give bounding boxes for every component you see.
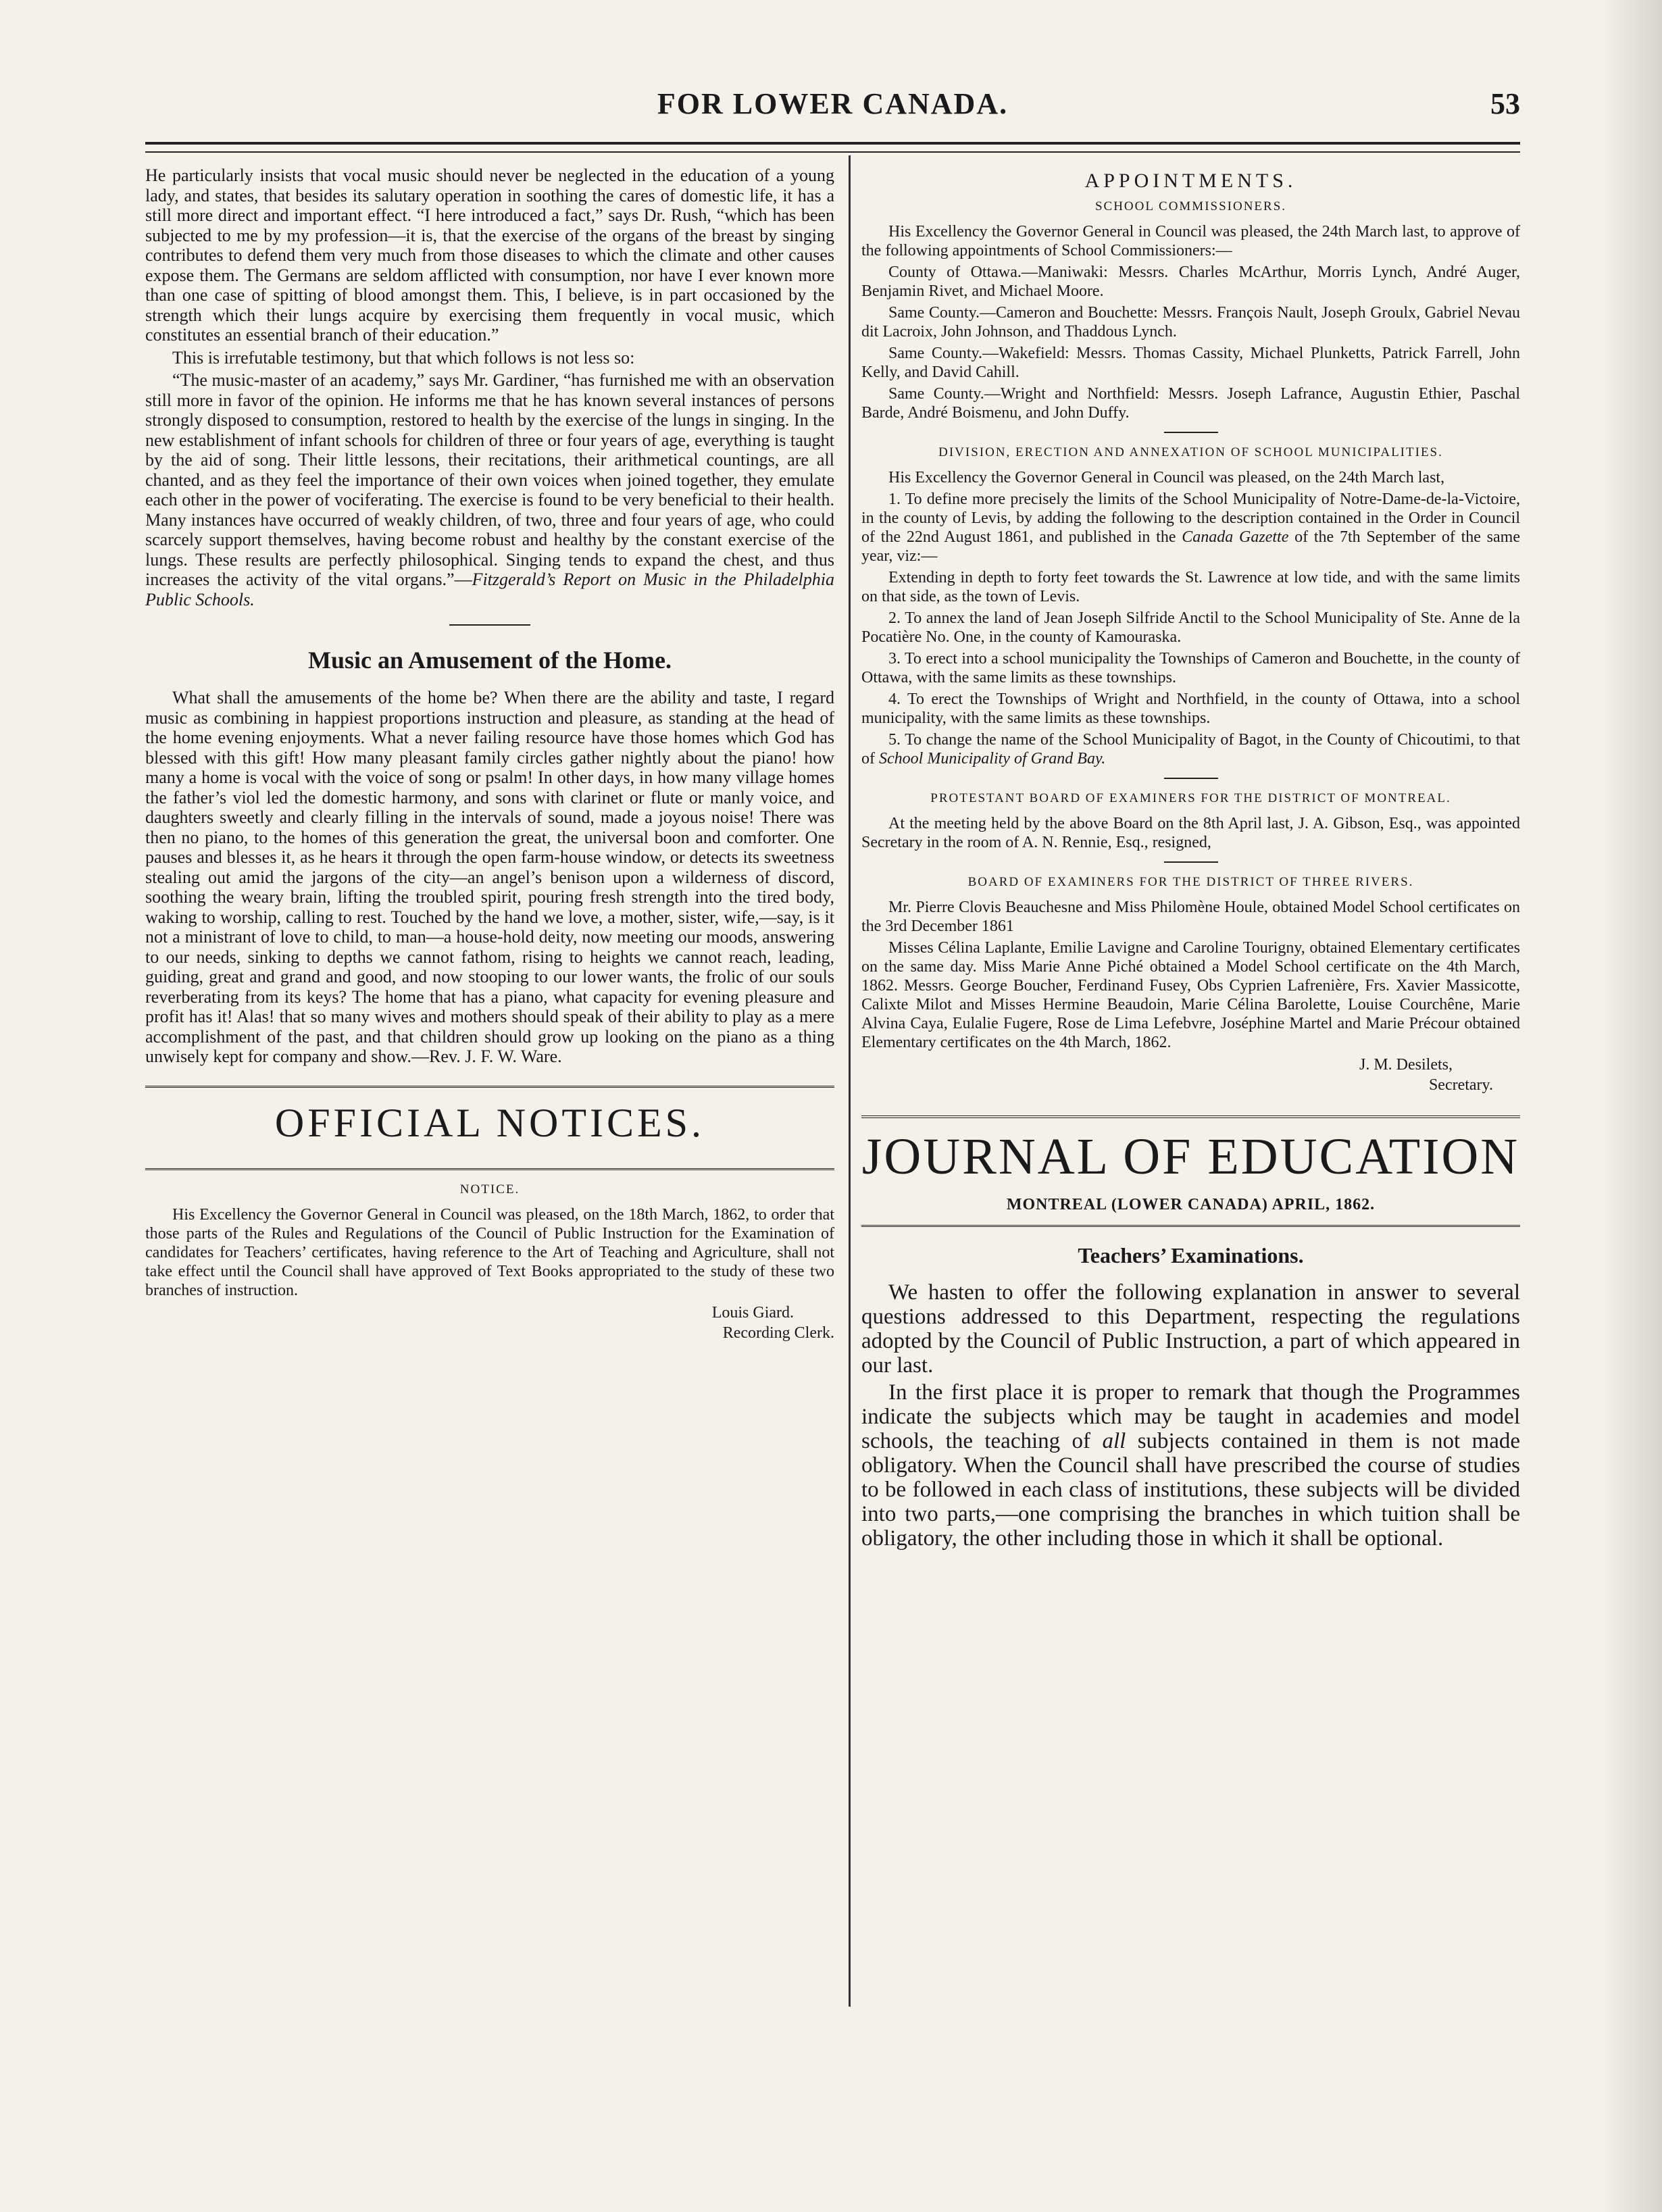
division-item-1-text-a: 1. To define more precisely the limits of the School Municipality of Notre-Dame-de-la-Victoire, in the county of Levis, by adding the following to the description contained in the Order in Council of the 22nd August 1861, and published in the — [861, 491, 1520, 546]
school-commissioners-heading: SCHOOL COMMISSIONERS. — [1094, 199, 1287, 213]
appointment-wright: Same County.—Wright and Northfield: Messrs. Joseph Lafrance, Augustin Ethier, Paschal Barde, André Boismenu, and John Duffy. — [861, 385, 1520, 422]
division-item-1 — [861, 490, 1520, 565]
division-item-5 — [861, 730, 1520, 768]
signature-title: Recording Clerk. — [722, 1324, 834, 1342]
protestant-board-paragraph: At the meeting held by the above Board on the 8th April last, J. A. Gibson, Esq., was appointed Secretary in the room of A. N. Rennie, Esq., resigned, — [861, 815, 1520, 851]
header-rule — [145, 142, 1520, 153]
column-divider — [849, 155, 851, 2007]
gardiner-paragraph — [145, 370, 834, 609]
appointments-heading: APPOINTMENTS. — [1084, 170, 1297, 192]
protestant-board-heading: PROTESTANT BOARD OF EXAMINERS FOR THE DISTRICT OF MONTREAL. — [930, 791, 1451, 805]
rush-paragraph: He particularly insists that vocal music should never be neglected in the education of a young lady, and states, that besides its salutary operation in soothing the cares of domestic life, it has a still more direct and important effect. “I here introduced a fact,” says Dr. Rush, “which has been subjected to me by my profession—it is, that the exercise of the organs of the breast by singing contributes to defend them very much from those diseases to which the climate and other causes expose them. The Germans are seldom afflicted with consumption, nor have I ever known more than one case of spitting of blood amongst them. This, I believe, is in part occasioned by the strength which their lungs acquire by exercising them frequently in vocal music, which constitutes an essential branch of their education.” — [145, 166, 834, 345]
canada-gazette: Canada Gazette — [1182, 528, 1289, 546]
division-intro: His Excellency the Governor General in Council was pleased, on the 24th March last, — [888, 469, 1445, 486]
music-home-paragraph: What shall the amusements of the home be? When there are the ability and taste, I regard music as combining in happiest proportions instruction and pleasure, as standing at the head of the home evening enjoyments. What a never failing resource have those homes which God has blessed with this gift! How many pleasant family circles gather nightly about the piano! how many a home is vocal with the voice of song or psalm! In other days, in how many village homes the father’s viol led the domestic harmony, and sons with clarinet or flute or manly voice, and daughters sweetly and clearly filling in the intervals of sound, made a joyous noise! There was then no piano, to the homes of this generation the great, the universal boon and comforter. One pauses and blesses it, as he hears it through the open farm-house window, or detects its sweetness stealing out amid the jargons of the city—an angel’s benison upon a wilderness of discord, soothing the weary brain, lifting the troubled spirit, pouring fresh strength into the tired body, waking to worship, calling to rest. Touched by the hand we love, a mother, sister, wife,—say, is it not a ministrant of love to child, to man—a house-hold deity, now meeting our moods, answering to our needs, sinking to depths we cannot fathom, rising to heights we cannot reach, leading, guiding, great and grand and good, and now stooping to our lower wants, the frolic of our souls reverberating from its keys? The home that has a piano, what capacity for evening pleasure and profit has it! Alas! that so many wives and mothers should speak of their ability to play as a mere accomplishment of the past, and that children should grow up looking on the piano as a thing unwisely kept for company and show.—Rev. J. F. W. Ware. — [145, 688, 834, 1066]
three-rivers-heading: BOARD OF EXAMINERS FOR THE DISTRICT OF THREE RIVERS. — [967, 875, 1414, 889]
three-rivers-paragraph-2: Misses Célina Laplante, Emilie Lavigne and Caroline Tourigny, obtained Elementary certificates on the same day. Miss Marie Anne Piché obtained a Model School certificate on the 4th March, 1862. Messrs. George Boucher, Ferdinand Fusey, Obs Cyprien Lafrenière, Frs. Xavier Massicotte, Calixte Milot and Misses Hermine Beaudoin, Marie Célina Barolette, Louise Courchêne, Marie Alvina Caya, Eulalie Fugere, Rose de Lima Lefebvre, Joséphine Martel and Marie Précour obtained Elementary certificates on the 4th March, 1862. — [861, 939, 1520, 1051]
page-header — [145, 81, 1520, 135]
right-column — [861, 166, 1520, 1553]
journal-dateline: MONTREAL (LOWER CANADA) APRIL, 1862. — [1006, 1196, 1376, 1213]
official-notices-title: OFFICIAL NOTICES. — [274, 1100, 705, 1145]
notice-paragraph: His Excellency the Governor General in Council was pleased, on the 18th March, 1862, to order that those parts of the Rules and Regulations of the Council of Public Instruction for the Examination of candidates for Teachers’ certificates, having reference to the Art of Teaching and Agriculture, shall not take effect until the Council shall have approved of Text Books appropriated to the study of these two branches of instruction. — [145, 1205, 834, 1299]
teachers-paragraph-2-b: subjects contained in them is not made obligatory. When the Council shall have prescribed the course of studies to be followed in each class of institutions, these subjects will be divided into two parts,—one comprising the branches in which tuition shall be obligatory, the other including those in which it shall be optional. — [861, 1429, 1520, 1551]
appointment-intro: His Excellency the Governor General in Council was pleased, the 24th March last, to approve of the following appointments of School Commissioners:— — [861, 223, 1520, 259]
official-notices-banner — [145, 1086, 834, 1170]
teachers-examinations-heading: Teachers’ Examinations. — [1078, 1243, 1304, 1267]
three-rivers-paragraph-1: Mr. Pierre Clovis Beauchesne and Miss Philomène Houle, obtained Model School certificates on the 3rd December 1861 — [861, 899, 1520, 935]
division-item-2: 2. To annex the land of Jean Joseph Silfride Anctil to the School Municipality of Ste. Anne de la Pocatière No. One, in the county of Kamouraska. — [861, 609, 1520, 646]
division-extension: Extending in depth to forty feet towards the St. Lawrence at low tide, and with the same limits on that side, as the town of Levis. — [861, 569, 1520, 605]
running-title: FOR LOWER CANADA. — [657, 87, 1009, 120]
short-rule — [1164, 778, 1218, 779]
three-rivers-signature — [861, 1055, 1493, 1095]
appointment-maniwaki: County of Ottawa.—Maniwaki: Messrs. Charles McArthur, Morris Lynch, André Auger, Benjamin Rivet, and Michael Moore. — [861, 263, 1520, 300]
teachers-paragraph-2 — [861, 1380, 1520, 1551]
section-rule — [449, 624, 530, 626]
teachers-paragraph-2-a: In the first place it is proper to remark that though the Programmes indicate the subjects which may be taught in academies and model schools, the teaching of — [861, 1380, 1520, 1453]
fitzgerald-citation: Fitzgerald’s Report on Music in the Philadelphia Public Schools. — [145, 570, 834, 609]
journal-title: JOURNAL OF EDUCATION — [861, 1128, 1520, 1185]
notice-signature — [145, 1303, 834, 1343]
short-rule — [1164, 432, 1218, 433]
notice-heading: NOTICE. — [459, 1182, 520, 1197]
gardiner-text: “The music-master of an academy,” says Mr. Gardiner, “has furnished me with an observation still more in favor of the opinion. He informs me that he has known several instances of persons strongly disposed to consumption, restored to health by the exercise of the lungs in singing. In the new establishment of infant schools for children of three or four years of age, everything is taught by the aid of song. Their little lessons, their recitations, their arithmetical countings, are all chanted, and as they feel the importance of their own voices when joined together, they emulate each other in the power of vociferating. The exercise is found to be very beneficial to their health. Many instances have occurred of weakly children, of two, three and four years of age, who could scarcely support themselves, having become robust and healthy by the constant exercise of the lungs. These results are perfectly philosophical. Singing tends to expand the chest, and thus increases the activity of the vital organs.”— — [145, 370, 834, 589]
music-heading: Music an Amusement of the Home. — [308, 647, 672, 674]
all-emphasis: all — [1102, 1429, 1126, 1453]
page-number: 53 — [1490, 87, 1520, 120]
journal-bottom-rule — [861, 1225, 1520, 1227]
testimony-paragraph: This is irrefutable testimony, but that which follows is not less so: — [172, 347, 635, 368]
division-item-5-text: 5. To change the name of the School Municipality of Bagot, in the County of Chicoutimi, to that of — [861, 731, 1520, 768]
grand-bay: School Municipality of Grand Bay. — [879, 750, 1106, 768]
division-heading: DIVISION, ERECTION AND ANNEXATION OF SCHOOL MUNICIPALITIES. — [938, 445, 1443, 459]
short-rule — [1164, 861, 1218, 863]
appointment-wakefield: Same County.—Wakefield: Messrs. Thomas Cassity, Michael Plunketts, Patrick Farrell, John Kelly, and David Cahill. — [861, 345, 1520, 381]
division-item-3: 3. To erect into a school municipality the Townships of Cameron and Bouchette, in the county of Ottawa, with the same limits as these townships. — [861, 650, 1520, 686]
journal-top-rule — [861, 1115, 1520, 1118]
signature-name: Louis Giard. — [711, 1303, 794, 1322]
division-item-1-text-b: of the 7th September of the same year, viz:— — [861, 528, 1520, 565]
division-item-4: 4. To erect the Townships of Wright and Northfield, in the county of Ottawa, into a school municipality, with the same limits as these townships. — [861, 690, 1520, 727]
secretary-title: Secretary. — [1428, 1076, 1493, 1094]
page-edge-shadow — [1601, 0, 1662, 2212]
secretary-name: J. M. Desilets, — [1359, 1056, 1453, 1074]
teachers-paragraph-1: We hasten to offer the following explanation in answer to several questions addressed to this Department, respecting the regulations adopted by the Council of Public Instruction, a part of which appeared in our last. — [861, 1280, 1520, 1378]
appointment-cameron: Same County.—Cameron and Bouchette: Messrs. François Nault, Joseph Groulx, Gabriel Nevau dit Lacroix, John Johnson, and Thaddous Lynch. — [861, 304, 1520, 341]
left-column — [145, 166, 834, 1343]
